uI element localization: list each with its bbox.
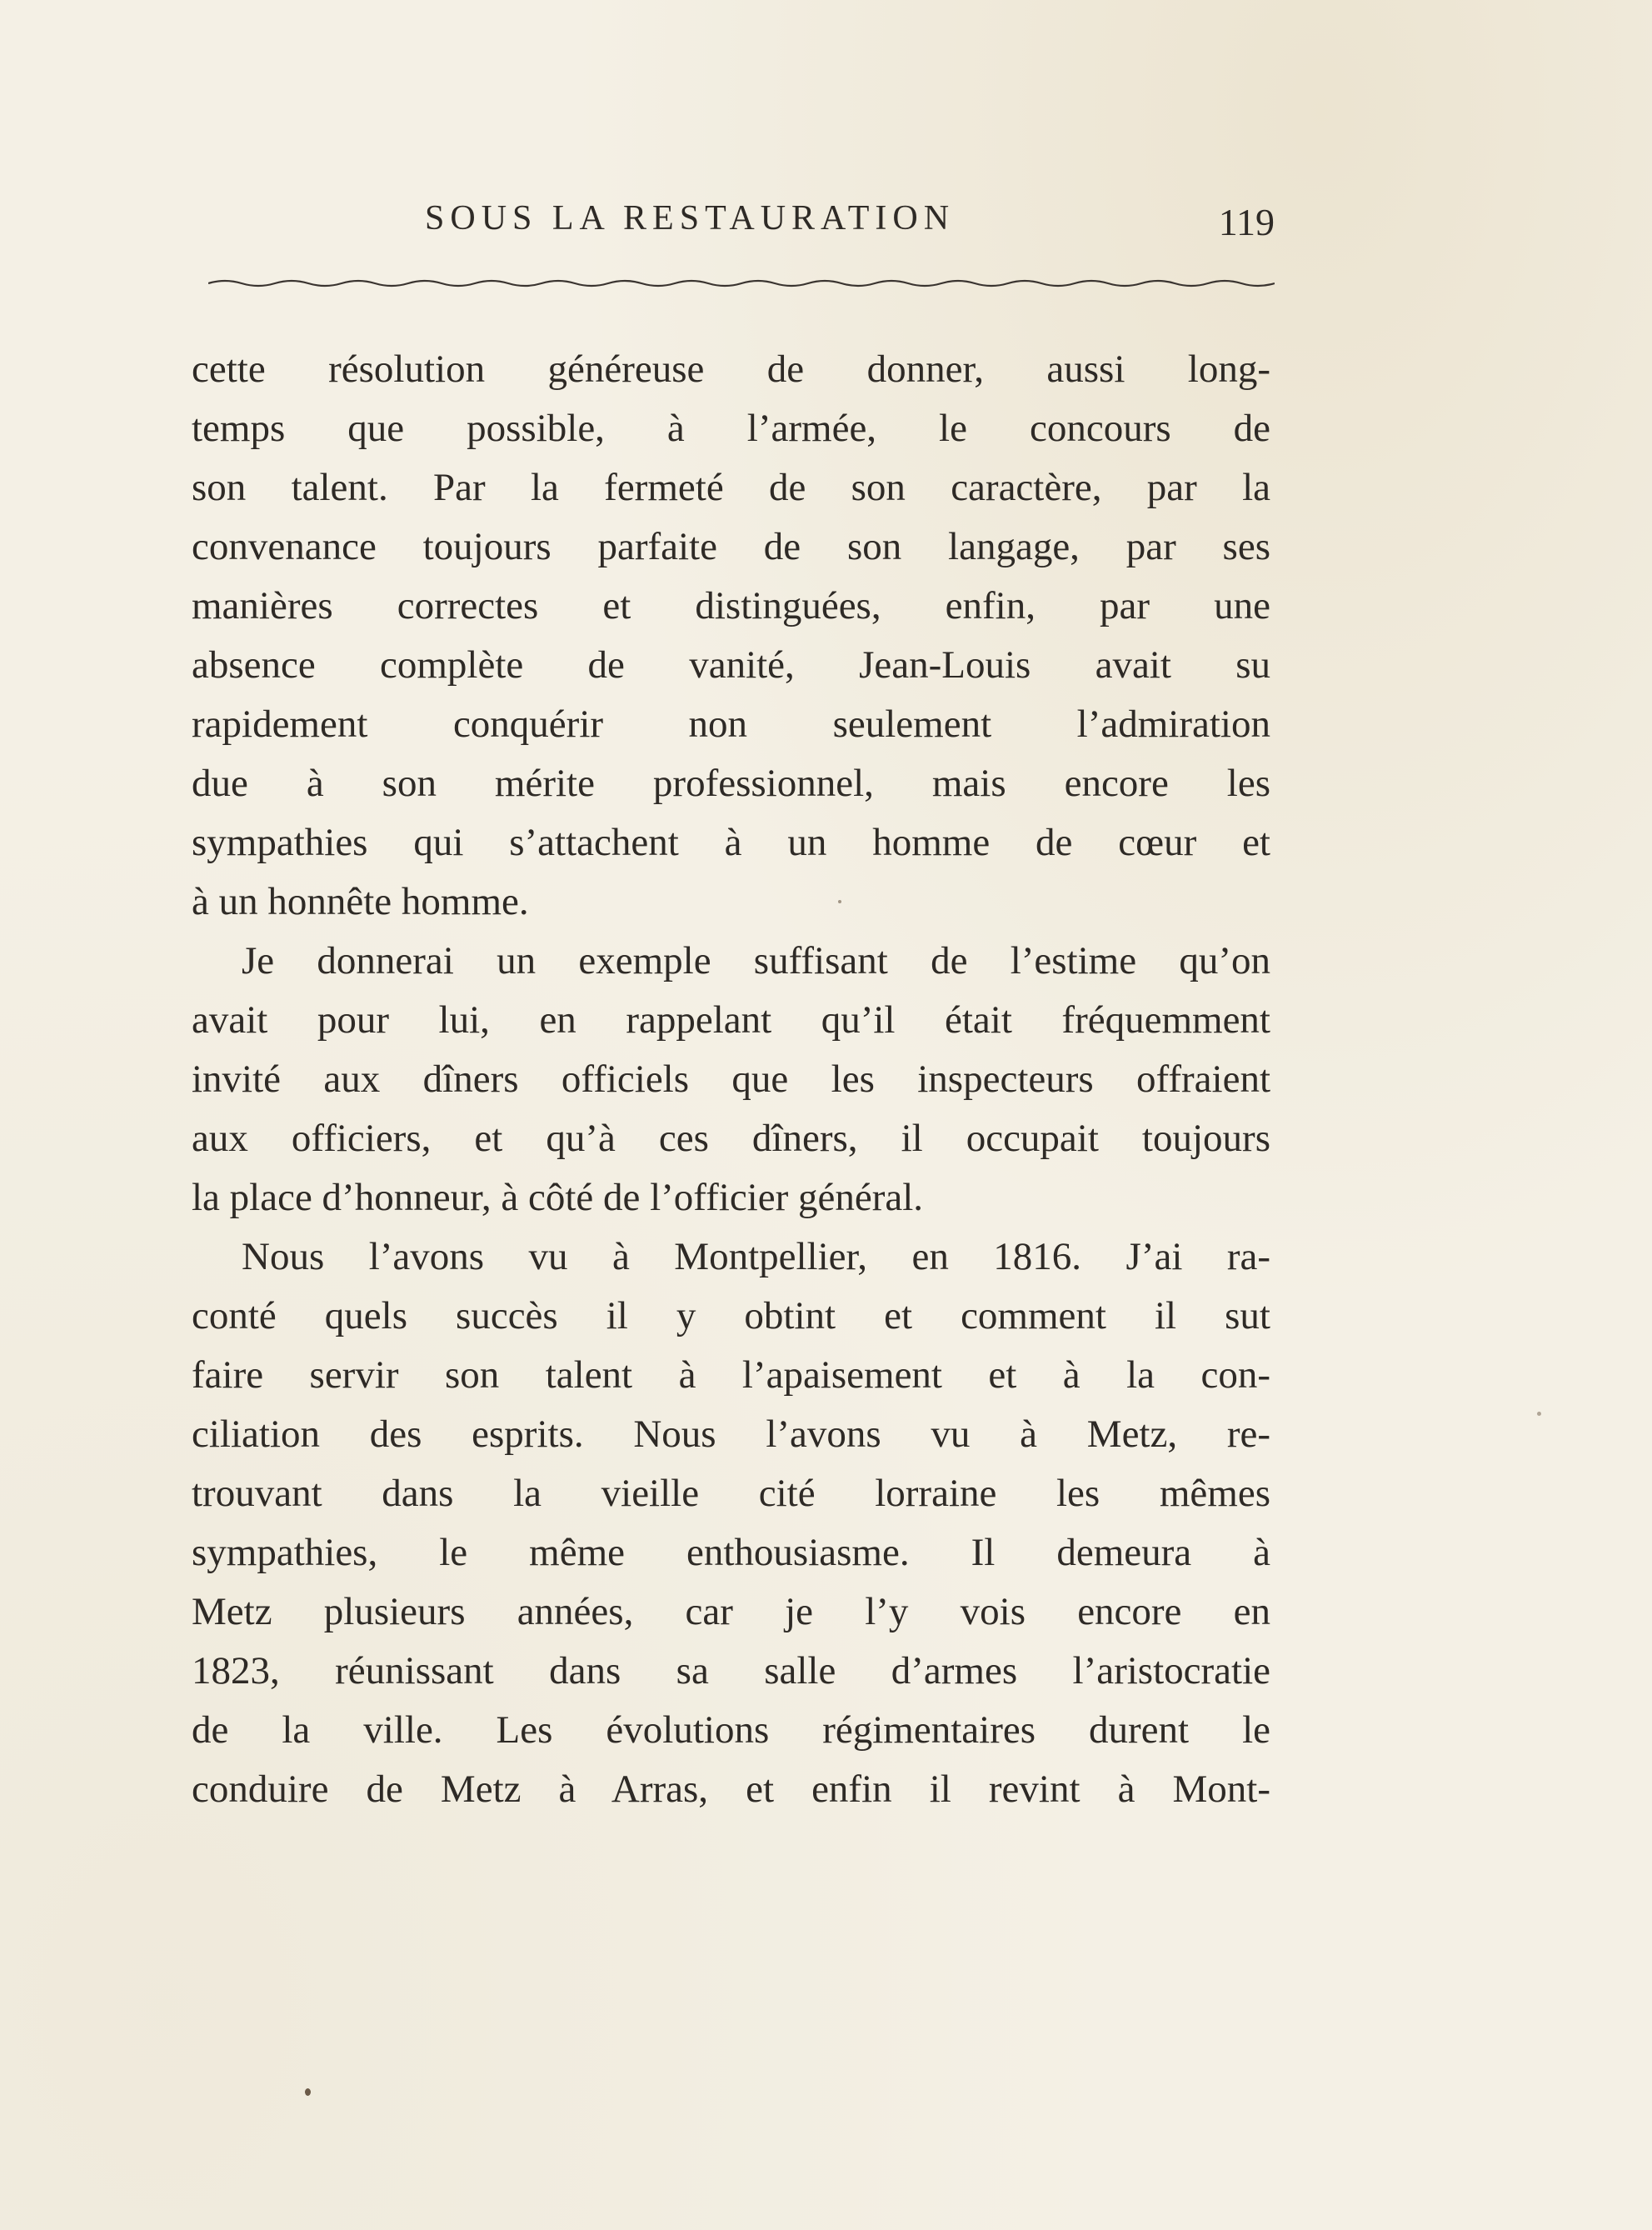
text-line: avait pour lui, en rappelant qu’il était fréquemment xyxy=(192,998,1270,1042)
text-line: de la ville. Les évolutions régimentaires durent le xyxy=(192,1708,1270,1752)
text-line: à un honnête homme. xyxy=(192,880,529,923)
text-line: temps que possible, à l’armée, le concours de xyxy=(192,407,1270,450)
text-line: convenance toujours parfaite de son langage, par ses xyxy=(192,525,1270,568)
text-line: conté quels succès il y obtint et comment il sut xyxy=(192,1294,1270,1338)
ornamental-wavy-rule xyxy=(208,275,1275,290)
paragraph-start-line: Je donnerai un exemple suffisant de l’estime qu’on xyxy=(242,939,1270,982)
paper-speck xyxy=(838,900,841,903)
running-head xyxy=(192,198,1275,257)
text-line: invité aux dîners officiels que les inspecteurs offraient xyxy=(192,1058,1270,1101)
text-line: ciliation des esprits. Nous l’avons vu à Metz, re- xyxy=(192,1412,1270,1456)
text-line: conduire de Metz à Arras, et enfin il revint à Mont- xyxy=(192,1768,1270,1811)
paper-speck xyxy=(305,2088,311,2096)
page-number: 119 xyxy=(1218,201,1275,243)
text-line: cette résolution généreuse de donner, aussi long- xyxy=(192,348,1270,391)
text-line: sympathies qui s’attachent à un homme de cœur et xyxy=(192,821,1270,864)
text-line: Metz plusieurs années, car je l’y vois encore en xyxy=(192,1590,1270,1633)
body-text xyxy=(192,340,1270,1819)
text-line: absence complète de vanité, Jean-Louis avait su xyxy=(192,643,1270,687)
text-line: son talent. Par la fermeté de son caractère, par la xyxy=(192,466,1270,509)
text-line: faire servir son talent à l’apaisement et à la con- xyxy=(192,1353,1270,1397)
paper-speck xyxy=(1537,1412,1541,1416)
paragraph-start-line: Nous l’avons vu à Montpellier, en 1816. J’ai ra- xyxy=(242,1235,1270,1278)
text-line: sympathies, le même enthousiasme. Il demeura à xyxy=(192,1531,1270,1574)
text-line: 1823, réunissant dans sa salle d’armes l’aristocratie xyxy=(192,1649,1270,1692)
text-line: aux officiers, et qu’à ces dîners, il occupait toujours xyxy=(192,1117,1270,1160)
text-line: rapidement conquérir non seulement l’admiration xyxy=(192,702,1270,746)
text-line: trouvant dans la vieille cité lorraine les mêmes xyxy=(192,1472,1270,1515)
running-title: SOUS LA RESTAURATION xyxy=(425,199,956,238)
text-line: la place d’honneur, à côté de l’officier général. xyxy=(192,1176,924,1219)
text-line: due à son mérite professionnel, mais encore les xyxy=(192,762,1270,805)
text-line: manières correctes et distinguées, enfin, par une xyxy=(192,584,1270,628)
